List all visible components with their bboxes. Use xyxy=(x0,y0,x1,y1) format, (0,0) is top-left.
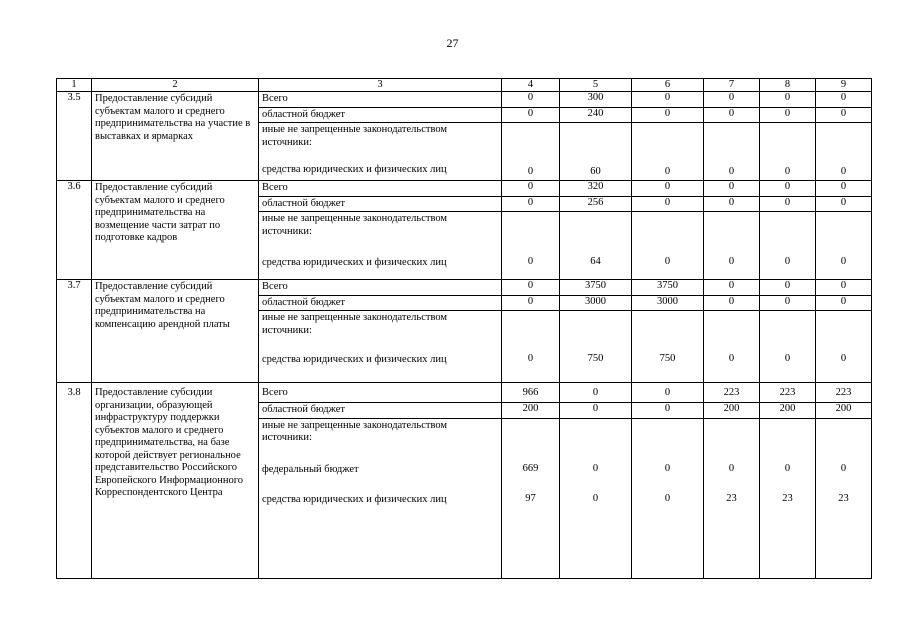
table-cell: 200 xyxy=(704,403,760,419)
table-cell xyxy=(632,418,704,578)
table-cell: 0 xyxy=(760,295,816,311)
table-cell: 0 xyxy=(816,107,872,123)
table-cell: 0 xyxy=(502,107,560,123)
item-title: Предоставление субсидии организации, образующей инфраструктуру поддержки субъектов малого и среднего предпринимательства, на базе которой действует региональное представительство Российского Европейского Информационного Корреспондентского Центра xyxy=(92,383,259,579)
page-number: 27 xyxy=(446,36,459,50)
item-number: 3.7 xyxy=(57,280,92,383)
table-cell xyxy=(816,212,872,280)
table-cell xyxy=(704,418,760,578)
table-cell: 223 xyxy=(704,383,760,403)
value-text: 0 xyxy=(592,462,599,474)
source-label: иные не запрещенные законодательством источники: xyxy=(262,312,448,336)
table-cell: 200 xyxy=(760,403,816,419)
table-cell: 300 xyxy=(560,92,632,108)
value-text: 0 xyxy=(527,256,534,267)
table-cell: 0 xyxy=(560,403,632,419)
table-cell: 0 xyxy=(502,196,560,212)
source-label: иные не запрещенные законодательством источники: xyxy=(262,124,448,148)
table-row xyxy=(57,383,872,403)
column-header: 6 xyxy=(632,79,704,92)
table-cell: 240 xyxy=(560,107,632,123)
table-cell: 0 xyxy=(704,280,760,296)
item-number: 3.8 xyxy=(57,383,92,579)
table-cell: 320 xyxy=(560,181,632,197)
table-cell: 0 xyxy=(816,295,872,311)
table-cell: 0 xyxy=(760,196,816,212)
table-cell: 0 xyxy=(816,123,872,181)
table-cell: 0 xyxy=(760,92,816,108)
table-cell xyxy=(632,311,704,383)
value-text: 0 xyxy=(664,492,671,504)
value-text: 0 xyxy=(664,256,671,267)
source-label: средства юридических и физических лиц xyxy=(262,493,447,505)
table-cell: 0 xyxy=(816,280,872,296)
column-header: 4 xyxy=(502,79,560,92)
table-cell: 0 xyxy=(502,123,560,181)
value-text: 0 xyxy=(664,462,671,474)
source-label: средства юридических и физических лиц xyxy=(262,164,447,175)
table-cell: 0 xyxy=(704,295,760,311)
item-title: Предоставление субсидий субъектам малого и среднего предпринимательства на компенсацию арендной платы xyxy=(92,280,259,383)
table-cell: 0 xyxy=(632,403,704,419)
value-text: 0 xyxy=(592,492,599,504)
table-cell xyxy=(632,212,704,280)
value-text: 0 xyxy=(840,462,847,474)
table-cell: 0 xyxy=(704,107,760,123)
table-cell: 0 xyxy=(816,196,872,212)
table-cell xyxy=(502,311,560,383)
table-cell xyxy=(816,311,872,383)
table-cell: 3000 xyxy=(632,295,704,311)
column-header: 2 xyxy=(92,79,259,92)
source-label: областной бюджет xyxy=(259,107,502,123)
source-label: федеральный бюджет xyxy=(262,463,359,475)
table-cell: 0 xyxy=(704,123,760,181)
table-cell: 966 xyxy=(502,383,560,403)
table-cell: 0 xyxy=(704,196,760,212)
table-cell: 0 xyxy=(502,92,560,108)
table-cell: 0 xyxy=(632,196,704,212)
source-label: средства юридических и физических лиц xyxy=(262,354,447,365)
item-title: Предоставление субсидий субъектам малого и среднего предпринимательства на участие в выставках и ярмарках xyxy=(92,92,259,181)
table-cell: 0 xyxy=(632,107,704,123)
value-text: 23 xyxy=(782,492,793,504)
column-header: 9 xyxy=(816,79,872,92)
header-row xyxy=(57,79,872,92)
table-cell: 200 xyxy=(502,403,560,419)
value-text: 0 xyxy=(840,353,847,364)
table-cell xyxy=(760,418,816,578)
value-text: 669 xyxy=(522,462,539,474)
table-cell: 0 xyxy=(502,295,560,311)
table-cell: 0 xyxy=(760,280,816,296)
source-label: Всего xyxy=(259,383,502,403)
value-text: 0 xyxy=(728,353,735,364)
item-title: Предоставление субсидий субъектам малого и среднего предпринимательства на возмещение части затрат по подготовке кадров xyxy=(92,181,259,280)
column-header: 1 xyxy=(57,79,92,92)
value-text: 0 xyxy=(784,256,791,267)
table-cell: 3750 xyxy=(632,280,704,296)
item-number: 3.5 xyxy=(57,92,92,181)
value-text: 23 xyxy=(726,492,737,504)
table-cell xyxy=(704,311,760,383)
table-cell: 0 xyxy=(560,383,632,403)
source-label: областной бюджет xyxy=(259,196,502,212)
source-group-cell xyxy=(259,311,502,383)
source-group-cell xyxy=(259,418,502,578)
table-cell xyxy=(502,418,560,578)
column-header: 3 xyxy=(259,79,502,92)
table-cell: 0 xyxy=(632,92,704,108)
table-row xyxy=(57,280,872,296)
item-number: 3.6 xyxy=(57,181,92,280)
table-cell: 3000 xyxy=(560,295,632,311)
value-text: 97 xyxy=(525,492,536,504)
column-header: 8 xyxy=(760,79,816,92)
table-cell: 0 xyxy=(760,123,816,181)
table-cell: 60 xyxy=(560,123,632,181)
value-text: 0 xyxy=(728,256,735,267)
value-text: 23 xyxy=(838,492,849,504)
source-label: Всего xyxy=(259,280,502,296)
table-cell: 0 xyxy=(502,181,560,197)
table-cell: 0 xyxy=(704,92,760,108)
table-cell: 223 xyxy=(816,383,872,403)
table-cell xyxy=(760,212,816,280)
table-cell: 223 xyxy=(760,383,816,403)
table-cell xyxy=(560,212,632,280)
table-cell: 0 xyxy=(632,181,704,197)
table-cell: 3750 xyxy=(560,280,632,296)
table-cell: 200 xyxy=(816,403,872,419)
source-label: областной бюджет xyxy=(259,403,502,419)
source-label: областной бюджет xyxy=(259,295,502,311)
value-text: 0 xyxy=(840,256,847,267)
value-text: 64 xyxy=(590,256,601,267)
table-row xyxy=(57,92,872,108)
budget-table xyxy=(56,78,872,579)
value-text: 0 xyxy=(728,462,735,474)
table-cell xyxy=(760,311,816,383)
column-header: 5 xyxy=(560,79,632,92)
table-cell xyxy=(502,212,560,280)
table-cell xyxy=(704,212,760,280)
table-cell: 0 xyxy=(502,280,560,296)
value-text: 750 xyxy=(659,353,676,364)
table-cell: 0 xyxy=(704,181,760,197)
value-text: 0 xyxy=(784,353,791,364)
table-cell: 0 xyxy=(816,181,872,197)
source-label: средства юридических и физических лиц xyxy=(262,257,447,268)
source-label: иные не запрещенные законодательством источники: xyxy=(262,213,448,237)
column-header: 7 xyxy=(704,79,760,92)
table-row xyxy=(57,181,872,197)
value-text: 0 xyxy=(527,353,534,364)
source-group-cell xyxy=(259,123,502,181)
source-label: иные не запрещенные законодательством источники: xyxy=(262,419,448,443)
table-cell: 0 xyxy=(632,123,704,181)
table-cell xyxy=(560,418,632,578)
source-group-cell xyxy=(259,212,502,280)
source-label: Всего xyxy=(259,92,502,108)
table-cell xyxy=(816,418,872,578)
value-text: 0 xyxy=(784,462,791,474)
table-cell: 0 xyxy=(816,92,872,108)
table-cell: 256 xyxy=(560,196,632,212)
table-cell xyxy=(560,311,632,383)
table-cell: 0 xyxy=(760,107,816,123)
source-label: Всего xyxy=(259,181,502,197)
table-cell: 0 xyxy=(632,383,704,403)
value-text: 750 xyxy=(587,353,604,364)
table-cell: 0 xyxy=(760,181,816,197)
